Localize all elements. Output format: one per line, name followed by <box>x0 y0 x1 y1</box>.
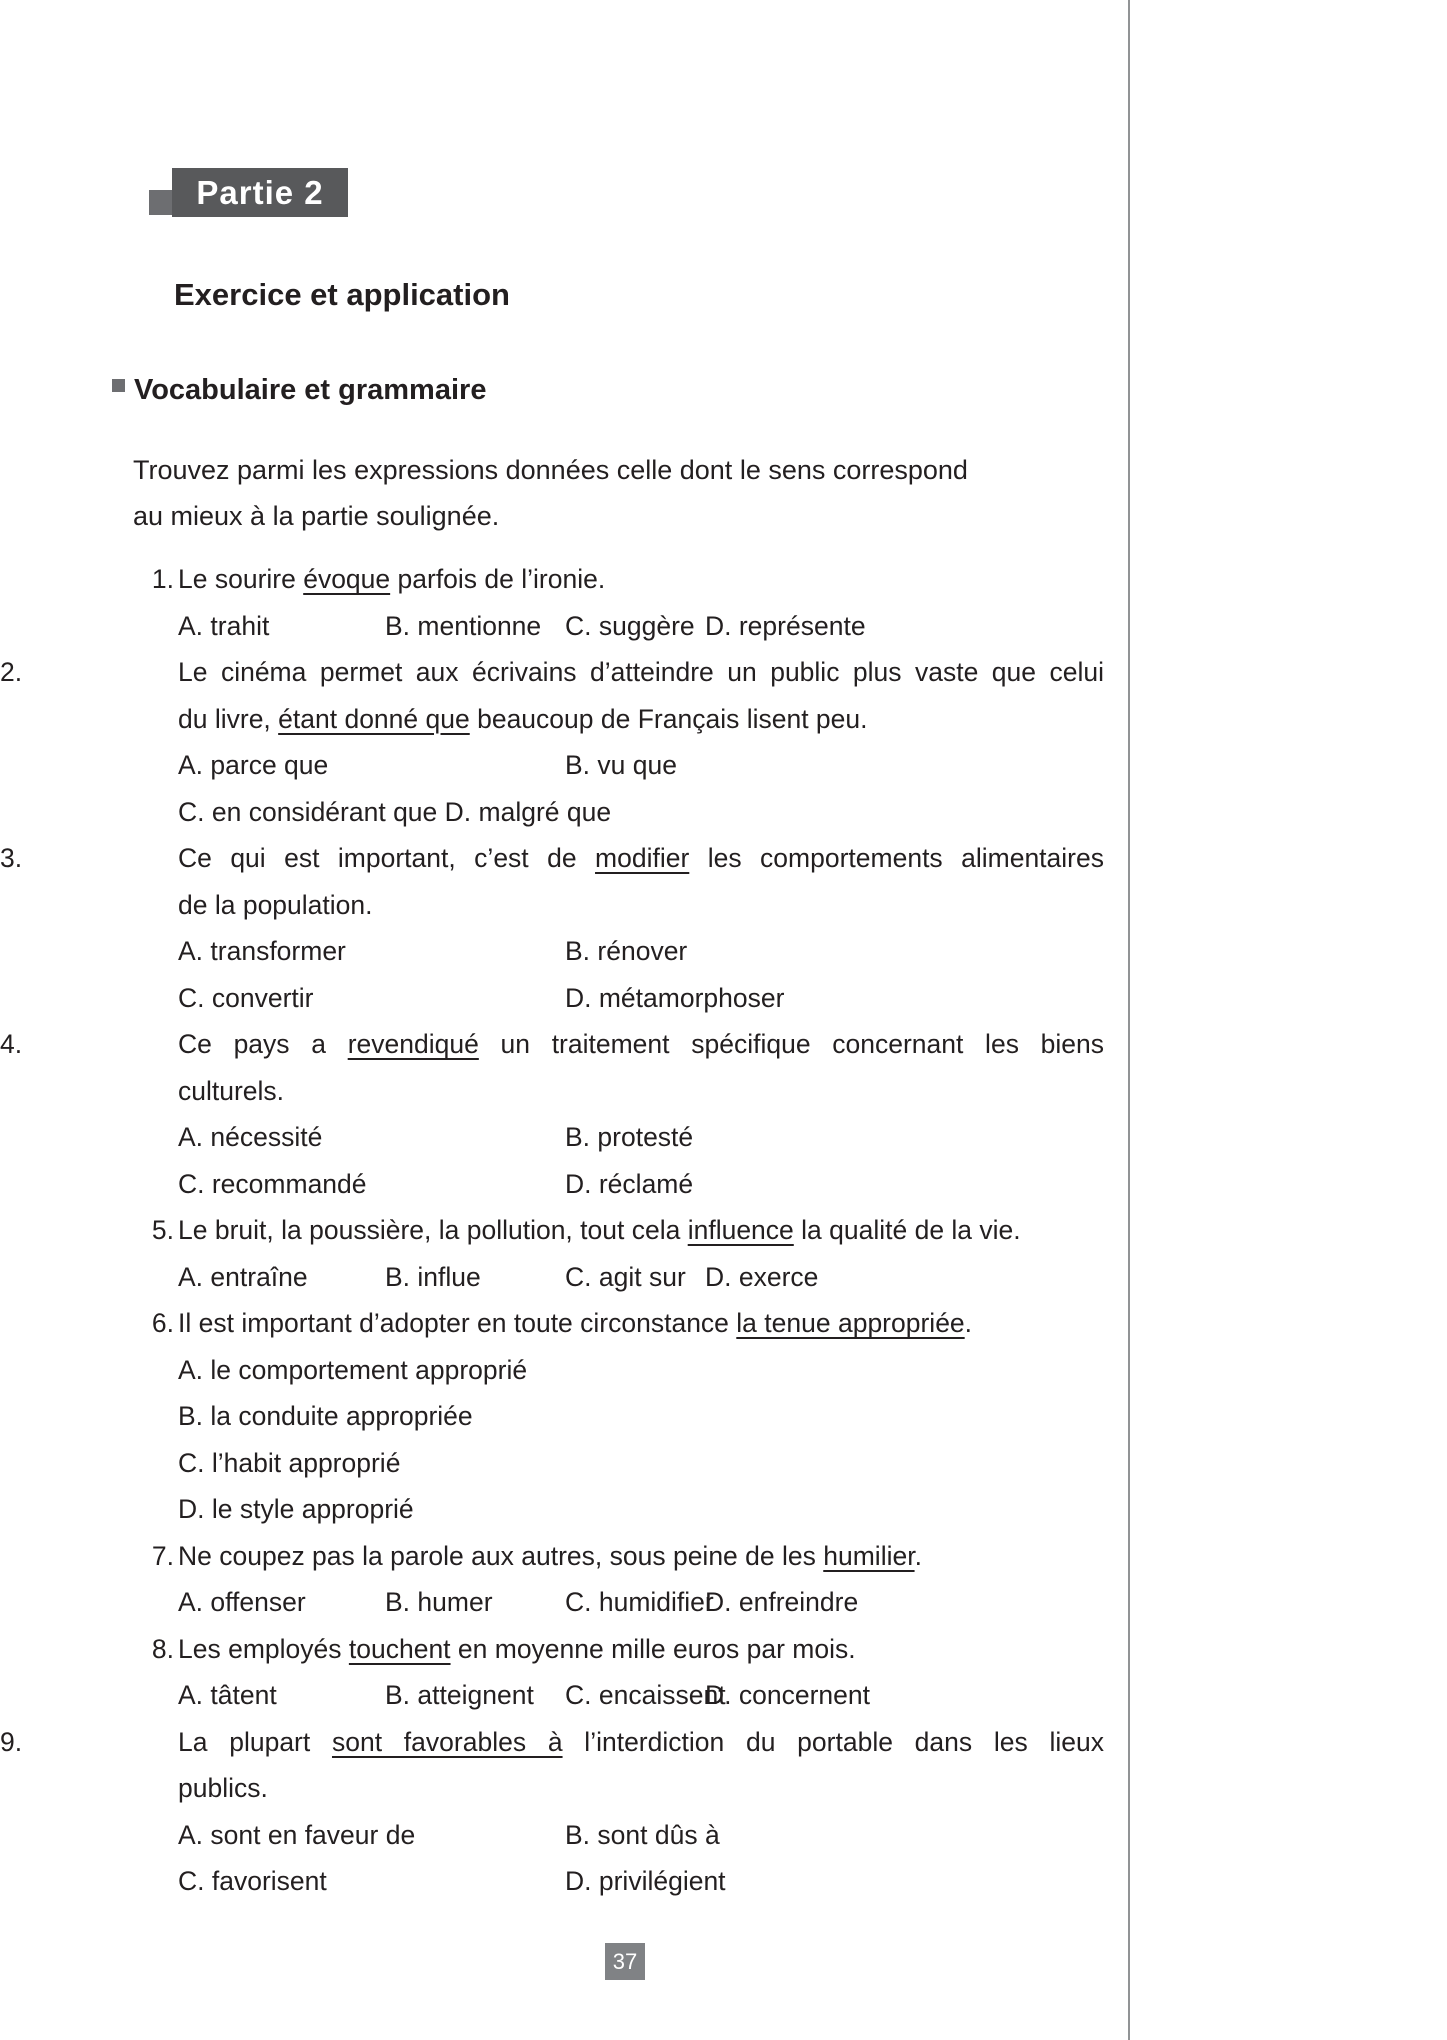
option-slot <box>178 975 313 1022</box>
question-item <box>0 1300 1104 1533</box>
section-square-icon <box>112 379 125 392</box>
answer-option: A. nécessité <box>178 1122 323 1152</box>
page-title: Exercice et application <box>174 277 510 312</box>
options-row <box>0 789 1104 836</box>
question-text: culturels. <box>178 1075 285 1106</box>
option-slot <box>178 1161 367 1208</box>
option-slot <box>565 1672 726 1719</box>
question-text: l’interdiction du portable dans les lieux <box>562 1726 1104 1757</box>
options-row <box>0 1161 1104 1208</box>
option-slot <box>178 1486 414 1533</box>
question-item <box>0 1207 1104 1300</box>
option-slot <box>565 1161 693 1208</box>
question-number: 2. <box>0 657 23 687</box>
answer-option: B. protesté <box>565 1122 694 1152</box>
question-item <box>0 1719 1104 1905</box>
underlined-phrase: revendiqué <box>347 1029 479 1059</box>
question-text: La plupart <box>178 1726 332 1757</box>
question-text-line <box>0 1300 1104 1347</box>
options-row <box>0 1812 1104 1859</box>
question-text: . <box>964 1308 973 1338</box>
page-edge-rule <box>1128 0 1130 2040</box>
underlined-phrase: sont favorables à <box>331 1726 563 1757</box>
question-number: 8. <box>151 1633 174 1664</box>
question-item <box>0 1626 1104 1719</box>
option-slot <box>178 1393 473 1440</box>
options-row <box>0 928 1104 975</box>
options-row <box>0 1114 1104 1161</box>
answer-option: B. humer <box>385 1587 493 1617</box>
answer-option: D. métamorphoser <box>565 982 785 1013</box>
underlined-phrase: touchent <box>348 1633 451 1664</box>
question-text-line <box>0 882 1104 929</box>
question-number: 6. <box>151 1308 174 1338</box>
question-text: Ce qui est important, c’est de <box>178 843 596 873</box>
answer-option: D. malgré que <box>444 796 612 827</box>
answer-option: D. réclamé <box>565 1168 694 1199</box>
answer-option: A. parce que <box>178 750 329 780</box>
options-row <box>0 1440 1104 1487</box>
answer-option: A. trahit <box>178 610 270 641</box>
option-slot <box>178 603 269 650</box>
answer-option: B. influe <box>385 1261 481 1292</box>
options-row <box>0 1672 1104 1719</box>
question-text: . <box>914 1540 922 1571</box>
question-text: publics. <box>178 1773 268 1803</box>
option-slot <box>385 603 541 650</box>
question-text: Ne coupez pas la parole aux autres, sous peine de les <box>178 1540 824 1571</box>
question-text-line <box>0 1021 1104 1068</box>
options-row <box>0 603 1104 650</box>
options-row <box>0 975 1104 1022</box>
option-slot <box>565 1254 686 1301</box>
answer-option: B. rénover <box>565 936 688 966</box>
option-slot <box>565 928 687 975</box>
options-row <box>0 1858 1104 1905</box>
option-slot <box>178 1440 400 1487</box>
option-slot <box>178 1347 527 1394</box>
question-text-line <box>0 1533 1104 1580</box>
option-slot <box>565 1579 714 1626</box>
question-number: 3. <box>0 843 23 873</box>
underlined-phrase: modifier <box>595 843 690 873</box>
question-number: 9. <box>0 1726 23 1757</box>
question-text: la qualité de la vie. <box>793 1215 1021 1245</box>
option-slot <box>178 789 611 836</box>
question-number: 7. <box>151 1540 174 1571</box>
question-item <box>0 649 1104 835</box>
answer-option: C. humidifier <box>565 1587 714 1617</box>
instructions-line: Trouvez parmi les expressions données celle dont le sens correspond <box>133 455 968 485</box>
option-slot <box>178 1579 306 1626</box>
answer-option: D. le style approprié <box>178 1494 414 1524</box>
option-slot <box>385 1672 534 1719</box>
question-text: de la population. <box>178 889 373 920</box>
question-text: Le bruit, la poussière, la pollution, tout cela <box>178 1215 688 1245</box>
answer-option: C. encaissent <box>565 1680 726 1710</box>
question-text-line <box>0 835 1104 882</box>
question-text: les comportements alimentaires <box>689 843 1104 873</box>
page-number-badge: 37 <box>605 1943 645 1980</box>
question-text-line <box>0 1765 1104 1812</box>
answer-option: D. exerce <box>705 1261 819 1292</box>
answer-option: A. sont en faveur de <box>178 1819 416 1850</box>
question-item <box>0 1533 1104 1626</box>
option-slot <box>565 1114 693 1161</box>
answer-option: D. concernent <box>705 1680 870 1710</box>
option-slot <box>178 1812 415 1859</box>
part-badge: Partie 2 <box>172 168 348 217</box>
question-text: Ce pays a <box>178 1029 348 1059</box>
section-heading <box>112 374 486 407</box>
underlined-phrase: étant donné que <box>278 703 470 734</box>
option-slot <box>385 1579 493 1626</box>
option-slot <box>705 1672 870 1719</box>
answer-option: A. tâtent <box>178 1680 277 1710</box>
section-title: Vocabulaire et grammaire <box>134 374 487 406</box>
option-slot <box>705 603 866 650</box>
answer-option: C. convertir <box>178 982 314 1013</box>
part-marker-square-icon <box>149 190 172 215</box>
answer-option: B. sont dûs à <box>565 1819 720 1850</box>
answer-option: B. vu que <box>565 750 677 780</box>
question-item <box>0 835 1104 1021</box>
option-slot <box>565 742 677 789</box>
question-number: 1. <box>151 564 174 594</box>
option-slot <box>565 1858 726 1905</box>
answer-option: C. recommandé <box>178 1168 367 1199</box>
question-text: en moyenne mille euros par mois. <box>450 1633 856 1664</box>
underlined-phrase: influence <box>687 1215 794 1245</box>
question-text-line <box>0 1626 1104 1673</box>
question-text-line <box>0 1719 1104 1766</box>
answer-option: C. l’habit approprié <box>178 1447 401 1478</box>
question-text-line <box>0 556 1104 603</box>
question-text: Le cinéma permet aux écrivains d’atteindre un public plus vaste que celui <box>178 657 1104 687</box>
question-text: Il est important d’adopter en toute circonstance <box>178 1308 737 1338</box>
question-list <box>0 556 1104 1905</box>
option-slot <box>178 1114 322 1161</box>
option-slot <box>178 1672 277 1719</box>
option-slot <box>565 1812 720 1859</box>
answer-option: B. la conduite appropriée <box>178 1401 473 1431</box>
answer-option: D. enfreindre <box>705 1587 859 1617</box>
question-number: 4. <box>0 1029 23 1059</box>
options-row <box>0 1393 1104 1440</box>
answer-option: D. représente <box>705 610 866 641</box>
options-row <box>0 1254 1104 1301</box>
options-row <box>0 1579 1104 1626</box>
question-text: parfois de l’ironie. <box>390 564 606 594</box>
question-text: Le sourire <box>178 564 304 594</box>
question-number: 5. <box>151 1215 174 1245</box>
options-row <box>0 1347 1104 1394</box>
exercise-instructions <box>133 447 1083 539</box>
option-slot <box>178 742 328 789</box>
options-row <box>0 1486 1104 1533</box>
answer-option: B. atteignent <box>385 1680 534 1710</box>
option-slot <box>705 1254 818 1301</box>
question-text: Les employés <box>178 1633 349 1664</box>
option-slot <box>385 1254 481 1301</box>
option-slot <box>178 1254 308 1301</box>
answer-option: C. agit sur <box>565 1261 686 1292</box>
question-text-line <box>0 1068 1104 1115</box>
question-text: beaucoup de Français lisent peu. <box>469 703 868 734</box>
option-slot <box>705 1579 858 1626</box>
option-slot <box>178 928 346 975</box>
underlined-phrase: évoque <box>303 564 391 594</box>
question-item <box>0 556 1104 649</box>
question-text-line <box>0 1207 1104 1254</box>
answer-option: A. entraîne <box>178 1261 308 1292</box>
answer-option: A. le comportement approprié <box>178 1354 528 1385</box>
instructions-line: au mieux à la partie soulignée. <box>133 501 500 531</box>
question-text: du livre, <box>178 703 279 734</box>
options-row <box>0 742 1104 789</box>
answer-option: C. favorisent <box>178 1866 327 1896</box>
option-slot <box>178 1858 327 1905</box>
question-item <box>0 1021 1104 1207</box>
answer-option: D. privilégient <box>565 1866 726 1896</box>
question-text-line <box>0 696 1104 743</box>
option-slot <box>565 975 784 1022</box>
answer-option: B. mentionne <box>385 610 542 641</box>
answer-option: A. offenser <box>178 1587 306 1617</box>
underlined-phrase: humilier <box>823 1540 915 1571</box>
answer-option: C. suggère <box>565 610 695 641</box>
answer-option: C. en considérant que <box>178 796 438 827</box>
option-slot <box>565 603 695 650</box>
underlined-phrase: la tenue appropriée <box>736 1308 965 1338</box>
answer-option: A. transformer <box>178 936 346 966</box>
question-text: un traitement spécifique concernant les biens <box>478 1029 1104 1059</box>
question-text-line <box>0 649 1104 696</box>
